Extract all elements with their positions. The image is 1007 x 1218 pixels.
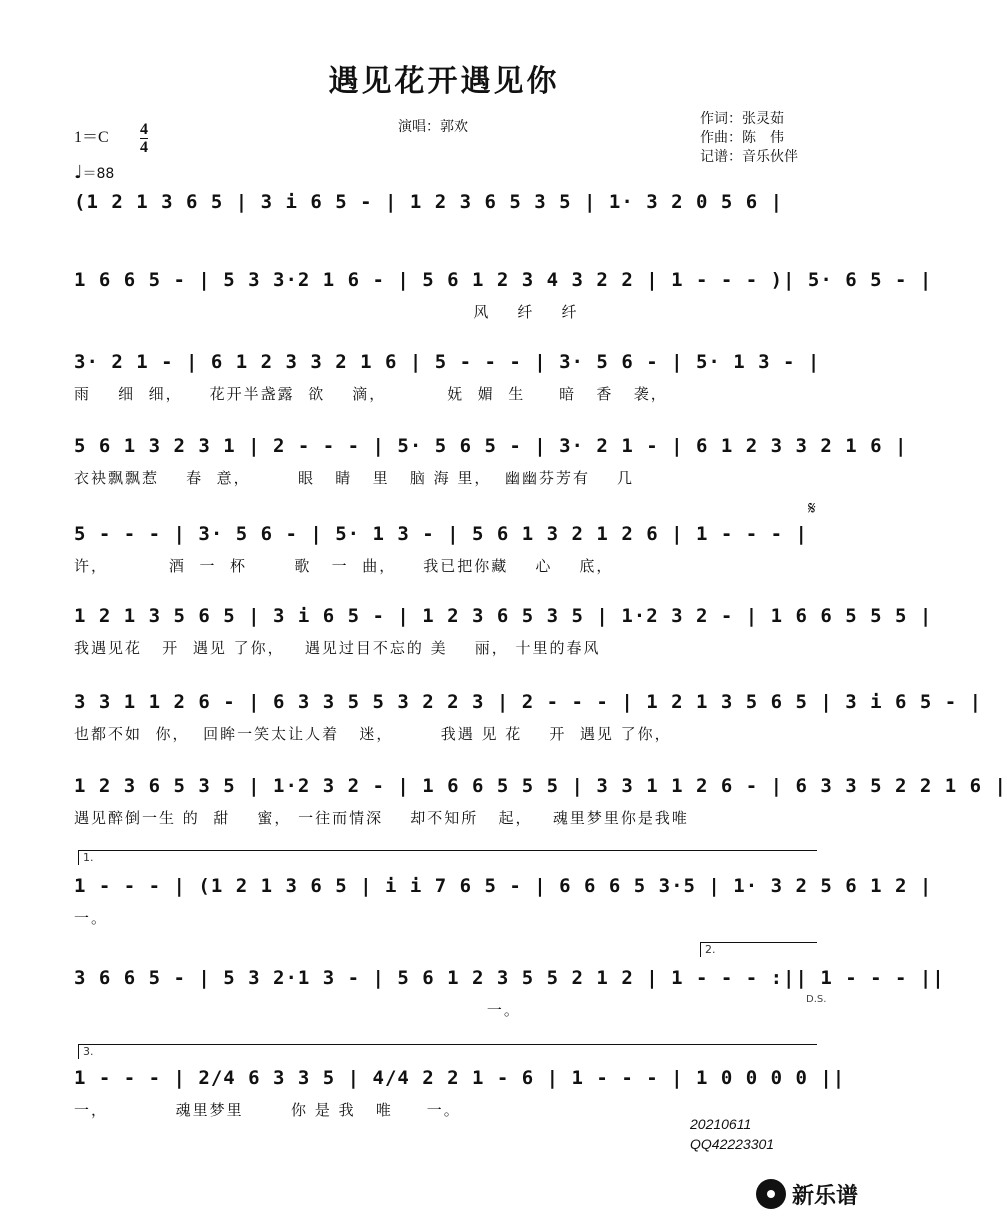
transcriber-credit: 记谱：音乐伙伴 xyxy=(700,149,798,165)
lyrics-line xyxy=(74,224,824,244)
notation-line: 1 - - - | (1 2 1 3 6 5 | i i 7 6 5 - | 6 6 6 5 3·5 | 1· 3 2 5 6 1 2 | xyxy=(74,875,933,897)
notation-line: 5 - - - | 3· 5 6 - | 5· 1 3 - | 5 6 1 3 2 1 2 6 | 1 - - - | xyxy=(74,523,808,545)
time-signature xyxy=(140,122,148,156)
score-row xyxy=(74,602,933,658)
quarter-note-icon: ♩ xyxy=(74,162,83,183)
segno-icon: 𝄋 xyxy=(808,498,816,519)
volta-bracket-2: 2. xyxy=(700,942,817,957)
ds-marking: D.S. xyxy=(806,994,827,1005)
score-row xyxy=(74,772,1007,828)
volta-bracket-3: 3. xyxy=(78,1044,817,1059)
score-row xyxy=(74,348,824,404)
score-row xyxy=(74,432,908,488)
notation-line: 1 6 6 5 - | 5 3 3·2 1 6 - | 5 6 1 2 3 4 3 2 2 | 1 - - - )| 5· 6 5 - | xyxy=(74,269,933,291)
notation-line: 5 6 1 3 2 3 1 | 2 - - - | 5· 5 6 5 - | 3· 2 1 - | 6 1 2 3 3 2 1 6 | xyxy=(74,435,908,457)
site-logo xyxy=(756,1178,858,1210)
lyrics-line: 衣袂飘飘惹 春 意， 眼 睛 里 脑 海 里， 幽幽芬芳有 几 xyxy=(74,469,635,487)
score-row xyxy=(74,266,933,322)
lyrics-line: 许， 酒 一 杯 歌 一 曲， 我已把你藏 心 底， xyxy=(74,557,614,575)
score-row xyxy=(74,188,824,244)
key-signature: 1＝C xyxy=(74,129,109,146)
score-row xyxy=(74,688,983,744)
tempo-value: ＝88 xyxy=(82,166,115,182)
lyrics-line: 一。 xyxy=(74,909,109,927)
composer-credit: 作曲：陈 伟 xyxy=(700,130,784,146)
transcription-stamp xyxy=(690,1114,774,1154)
song-title: 遇见花开遇见你 xyxy=(328,64,560,99)
lyrics-line: 一。 xyxy=(74,1001,521,1019)
lyrics-line: 遇见醉倒一生 的 甜 蜜， 一往而情深 却不知所 起， 魂里梦里你是我唯 xyxy=(74,809,689,827)
notation-line: 1 2 1 3 5 6 5 | 3 i 6 5 - | 1 2 3 6 5 3 5 | 1·2 3 2 - | 1 6 6 5 5 5 | xyxy=(74,605,933,627)
notation-line: 3 3 1 1 2 6 - | 6 3 3 5 5 3 2 2 3 | 2 - - - | 1 2 1 3 5 6 5 | 3 i 6 5 - | xyxy=(74,691,983,713)
tempo-marking xyxy=(74,162,114,183)
notation-line: 3· 2 1 - | 6 1 2 3 3 2 1 6 | 5 - - - | 3· 5 6 - | 5· 1 3 - | xyxy=(74,351,821,373)
notation-line: 3 6 6 5 - | 5 3 2·1 3 - | 5 6 1 2 3 5 5 2 1 2 | 1 - - - :|| 1 - - - || xyxy=(74,967,945,989)
time-signature-top: 4 xyxy=(140,121,148,138)
lyrics-line: 也都不如 你， 回眸一笑太让人着 迷， 我遇 见 花 开 遇见 了你， xyxy=(74,725,672,743)
lyrics-line: 一， 魂里梦里 你 是 我 唯 一。 xyxy=(74,1101,461,1119)
stamp-date: 20210611 xyxy=(690,1116,752,1132)
lyrics-line: 我遇见花 开 遇见 了你， 遇见过目不忘的 美 丽， 十里的春风 xyxy=(74,639,601,657)
singer-credit: 演唱：郭欢 xyxy=(398,119,468,135)
time-signature-bottom: 4 xyxy=(140,139,148,156)
volta-bracket-1: 1. xyxy=(78,850,817,865)
notation-line: 1 - - - | 2/4 6 3 3 5 | 4/4 2 2 1 - 6 | 1 - - - | 1 0 0 0 0 || xyxy=(74,1067,846,1089)
lyrics-line: 风 纤 纤 xyxy=(74,303,579,321)
logo-text: 新乐谱 xyxy=(792,1183,859,1209)
score-row xyxy=(74,1064,846,1120)
notation-line: 1 2 3 6 5 3 5 | 1·2 3 2 - | 1 6 6 5 5 5 | 3 3 1 1 2 6 - | 6 3 3 5 2 2 1 6 | xyxy=(74,775,1007,797)
lyrics-line: 雨 细 细， 花开半盏露 欲 滴， 妩 媚 生 暗 香 袭， xyxy=(74,385,668,403)
notation-line: (1 2 1 3 6 5 | 3 i 6 5 - | 1 2 3 6 5 3 5 | 1· 3 2 0 5 6 | xyxy=(74,191,784,213)
score-row xyxy=(74,872,933,928)
lyricist-credit: 作词：张灵茹 xyxy=(700,111,784,127)
score-row xyxy=(74,520,824,576)
stamp-qq: QQ42223301 xyxy=(690,1136,775,1152)
credits-block xyxy=(700,110,798,167)
score-row xyxy=(74,964,945,1020)
record-disc-icon xyxy=(756,1179,786,1209)
